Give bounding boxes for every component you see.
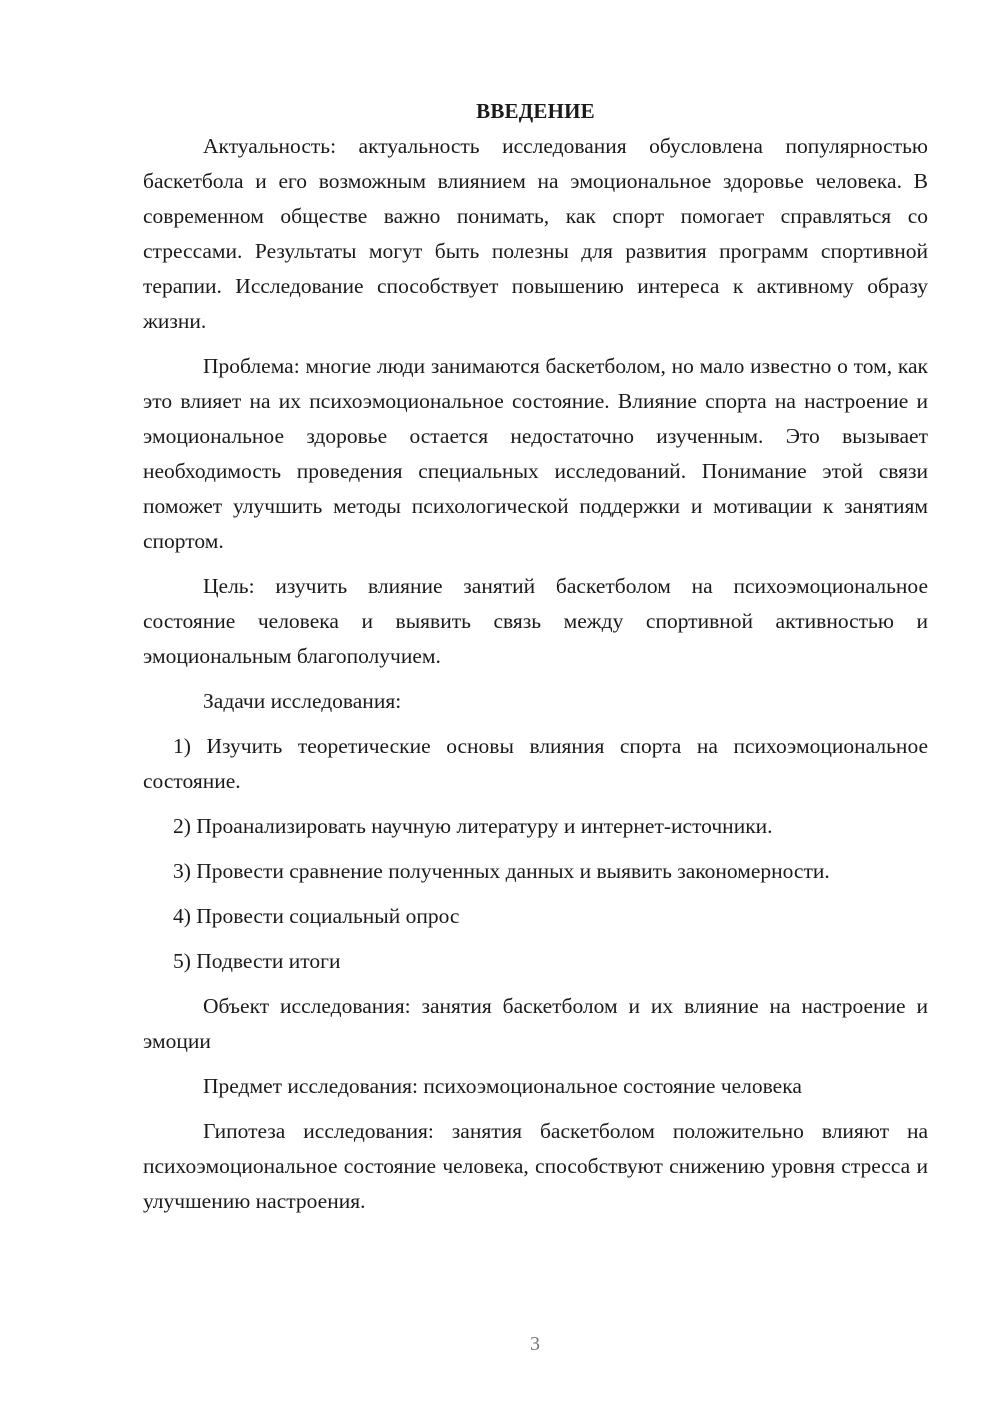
page-title: ВВЕДЕНИЕ (476, 99, 595, 123)
task-item-5: 5) Подвести итоги (173, 949, 341, 973)
task-item-2: 2) Проанализировать научную литературу и интернет-источники. (173, 814, 773, 838)
task-item-3: 3) Провести сравнение полученных данных и выявить закономерности. (173, 859, 830, 883)
page-content (143, 94, 928, 1219)
tasks-title: Задачи исследования: (203, 689, 402, 713)
task-item-4: 4) Провести социальный опрос (173, 904, 460, 928)
problem-paragraph: Проблема: многие люди занимаются баскетболом, но мало известно о том, как это влияет на их психоэмоциональное состояние. Влияние спорта на настроение и эмоциональное здоровье остается недостаточно изученным. Это вызывает необходимость проведения специальных исследований. Понимание этой связи поможет улучшить методы психологической поддержки и мотивации к занятиям спортом. (143, 354, 928, 553)
goal-paragraph: Цель: изучить влияние занятий баскетболом на психоэмоциональное состояние человека и выявить связь между спортивной активностью и эмоциональным благополучием. (143, 574, 928, 668)
task-item-1: 1) Изучить теоретические основы влияния спорта на психоэмоциональное состояние. (143, 734, 928, 793)
subject-paragraph: Предмет исследования: психоэмоциональное состояние человека (203, 1074, 802, 1098)
object-paragraph: Объект исследования: занятия баскетболом и их влияние на настроение и эмоции (143, 994, 928, 1053)
hypothesis-paragraph: Гипотеза исследования: занятия баскетболом положительно влияют на психоэмоциональное состояние человека, способствуют снижению уровня стресса и улучшению настроения. (143, 1119, 928, 1213)
relevance-paragraph: Актуальность: актуальность исследования обусловлена популярностью баскетбола и его возможным влиянием на эмоциональное здоровье человека. В современном обществе важно понимать, как спорт помогает справляться со стрессами. Результаты могут быть полезны для развития программ спортивной терапии. Исследование способствует повышению интереса к активному образу жизни. (143, 134, 928, 333)
page-number: 3 (530, 1333, 540, 1355)
